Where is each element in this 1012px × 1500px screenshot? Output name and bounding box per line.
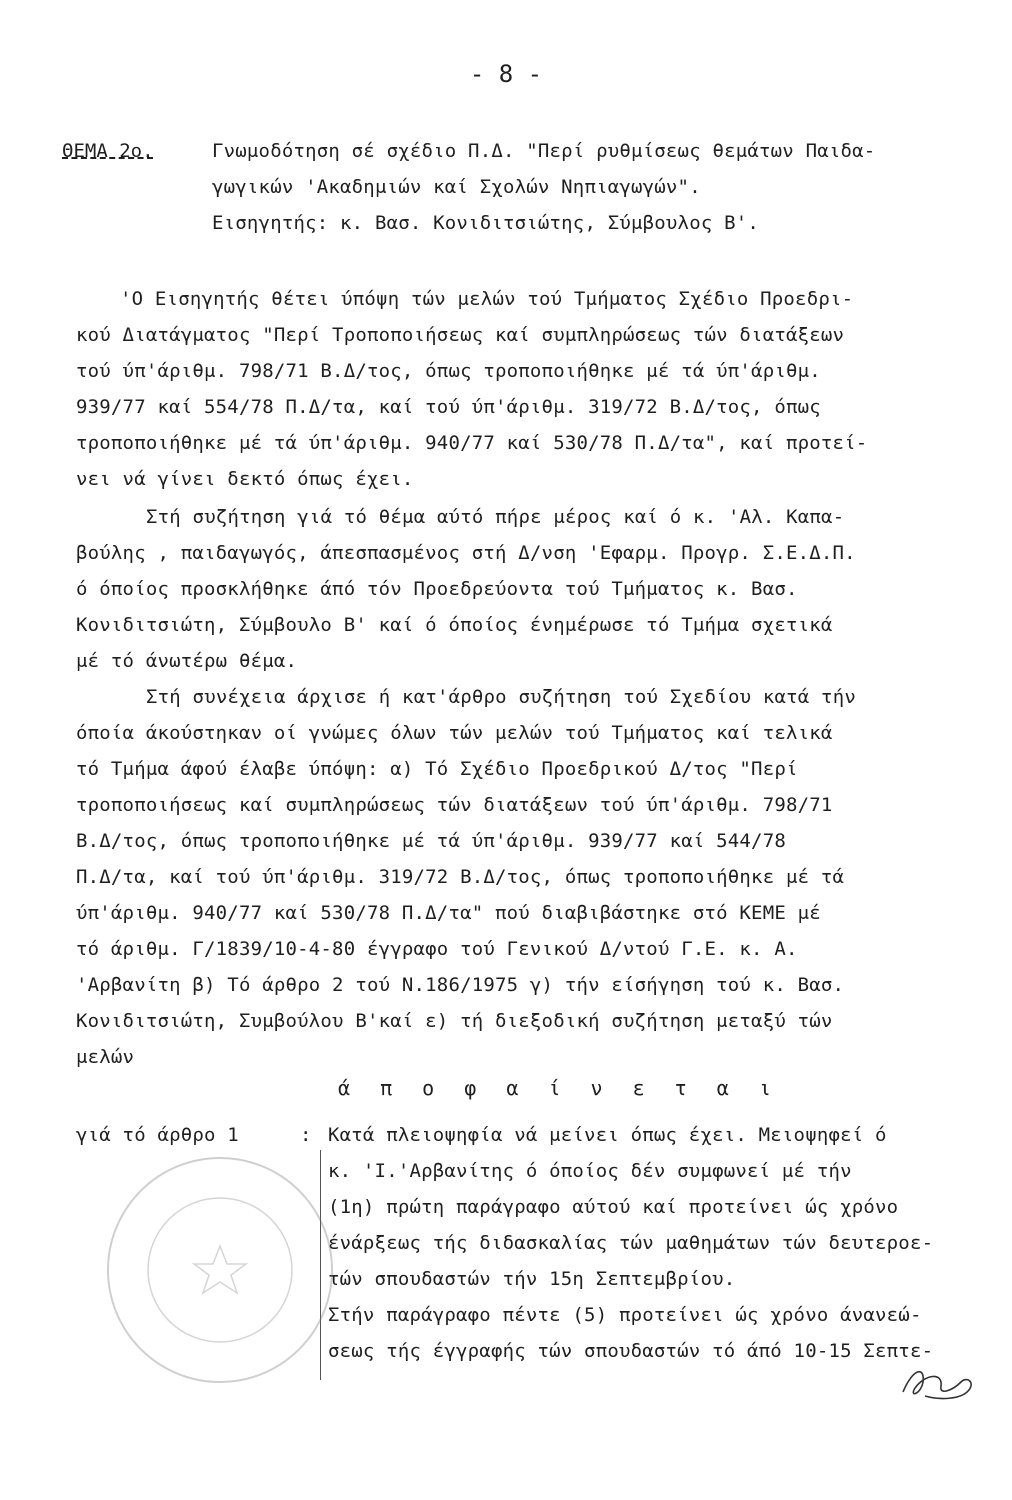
article-line: τών σπουδαστών τήν 15η Σεπτεμβρίου. xyxy=(328,1268,736,1290)
article-line: ένάρξεως τής διδασκαλίας τών μαθημάτων τών δευτεροε- xyxy=(328,1232,934,1254)
heading-line-2: γωγικών 'Ακαδημιών καί Σχολών Νηπιαγωγών". xyxy=(212,176,701,198)
para3-line: τό Τμήμα άφού έλαβε ύπόψη: α) Τό Σχέδιο Προεδρικού Δ/τος "Περί xyxy=(76,758,798,780)
decision-word: ά π ο φ α ί ν ε τ α ι xyxy=(338,1076,780,1100)
para3-line: μελών xyxy=(76,1046,135,1068)
para3-line: Στή συνέχεια άρχισε ή κατ'άρθρο συζήτηση τού Σχεδίου κατά τήν xyxy=(146,686,856,708)
para2-line: Κονιδιτσιώτη, Σύμβουλο Β' καί ό όποίος ένημέρωσε τό Τμήμα σχετικά xyxy=(76,614,833,636)
article-line: Κατά πλειοψηφία νά μείνει όπως έχει. Μειοψηφεί ό xyxy=(328,1124,887,1146)
para3-line: ύπ'άριθμ. 940/77 καί 530/78 Π.Δ/τα" πού διαβιβάστηκε στό ΚΕΜΕ μέ xyxy=(76,902,821,924)
para1-line: 939/77 καί 554/78 Π.Δ/τα, καί τού ύπ'άριθμ. 319/72 Β.Δ/τος, όπως xyxy=(76,396,821,418)
para3-line: τό άριθμ. Γ/1839/10-4-80 έγγραφο τού Γενικού Δ/ντού Γ.Ε. κ. Α. xyxy=(76,938,798,960)
para3-line: όποία άκούστηκαν οί γνώμες όλων τών μελών τού Τμήματος καί τελικά xyxy=(76,722,833,744)
heading-label: ΘΕΜΑ 2ο. xyxy=(62,140,154,162)
heading-line-3: Εισηγητής: κ. Βασ. Κονιδιτσιώτης, Σύμβουλος Β'. xyxy=(212,212,760,234)
para2-line: Στή συζήτηση γιά τό θέμα αύτό πήρε μέρος καί ό κ. 'Αλ. Καπα- xyxy=(146,506,845,528)
para2-line: μέ τό άνωτέρω θέμα. xyxy=(76,650,298,672)
article-line: σεως τής έγγραφής τών σπουδαστών τό άπό 10-15 Σεπτε- xyxy=(328,1340,934,1362)
para1-line: τροποποιήθηκε μέ τά ύπ'άριθμ. 940/77 καί 530/78 Π.Δ/τα", καί προτεί- xyxy=(76,432,868,454)
para1-line: 'Ο Εισηγητής θέτει ύπόψη τών μελών τού Τμήματος Σχέδιο Προεδρι- xyxy=(120,288,854,310)
article-line: (1η) πρώτη παράγραφο αύτού καί προτείνει ώς χρόνο xyxy=(328,1196,899,1218)
para3-line: 'Αρβανίτη β) Τό άρθρο 2 τού Ν.186/1975 γ) τήν είσήγηση τού κ. Βασ. xyxy=(76,974,845,996)
article-line: Στήν παράγραφο πέντε (5) προτείνει ώς χρόνο άνανεώ- xyxy=(328,1304,922,1326)
para1-line: νει νά γίνει δεκτό όπως έχει. xyxy=(76,468,414,490)
para2-line: ό όποίος προσκλήθηκε άπό τόν Προεδρεύοντα τού Τμήματος κ. Βασ. xyxy=(76,578,798,600)
para3-line: Β.Δ/τος, όπως τροποποιήθηκε μέ τά ύπ'άριθμ. 939/77 καί 544/78 xyxy=(76,830,786,852)
seal-stamp-icon xyxy=(100,1150,340,1390)
para1-line: τού ύπ'άριθμ. 798/71 Β.Δ/τος, όπως τροποποιήθηκε μέ τά ύπ'άριθμ. xyxy=(76,360,821,382)
para3-line: τροποποιήσεως καί συμπληρώσεως τών διατάξεων τού ύπ'άριθμ. 798/71 xyxy=(76,794,833,816)
para1-line: κού Διατάγματος "Περί Τροποποιήσεως καί συμπληρώσεως τών διατάξεων xyxy=(76,324,845,346)
article-label: γιά τό άρθρο 1 xyxy=(76,1124,239,1146)
article-colon: : xyxy=(300,1124,312,1146)
para3-line: Π.Δ/τα, καί τού ύπ'άριθμ. 319/72 Β.Δ/τος, όπως τροποποιήθηκε μέ τά xyxy=(76,866,845,888)
signature-icon xyxy=(895,1360,985,1405)
para3-line: Κονιδιτσιώτη, Συμβούλου Β'καί ε) τή διεξοδική συζήτηση μεταξύ τών xyxy=(76,1010,833,1032)
para2-line: βούλης , παιδαγωγός, άπεσπασμένος στή Δ/νση 'Εφαρμ. Προγρ. Σ.Ε.Δ.Π. xyxy=(76,542,856,564)
heading-line-1: Γνωμοδότηση σέ σχέδιο Π.Δ. "Περί ρυθμίσεως θεμάτων Παιδα- xyxy=(212,140,876,162)
article-line: κ. 'Ι.'Αρβανίτης ό όποίος δέν συμφωνεί μέ τήν xyxy=(328,1160,852,1182)
page-number: - 8 - xyxy=(469,60,543,88)
